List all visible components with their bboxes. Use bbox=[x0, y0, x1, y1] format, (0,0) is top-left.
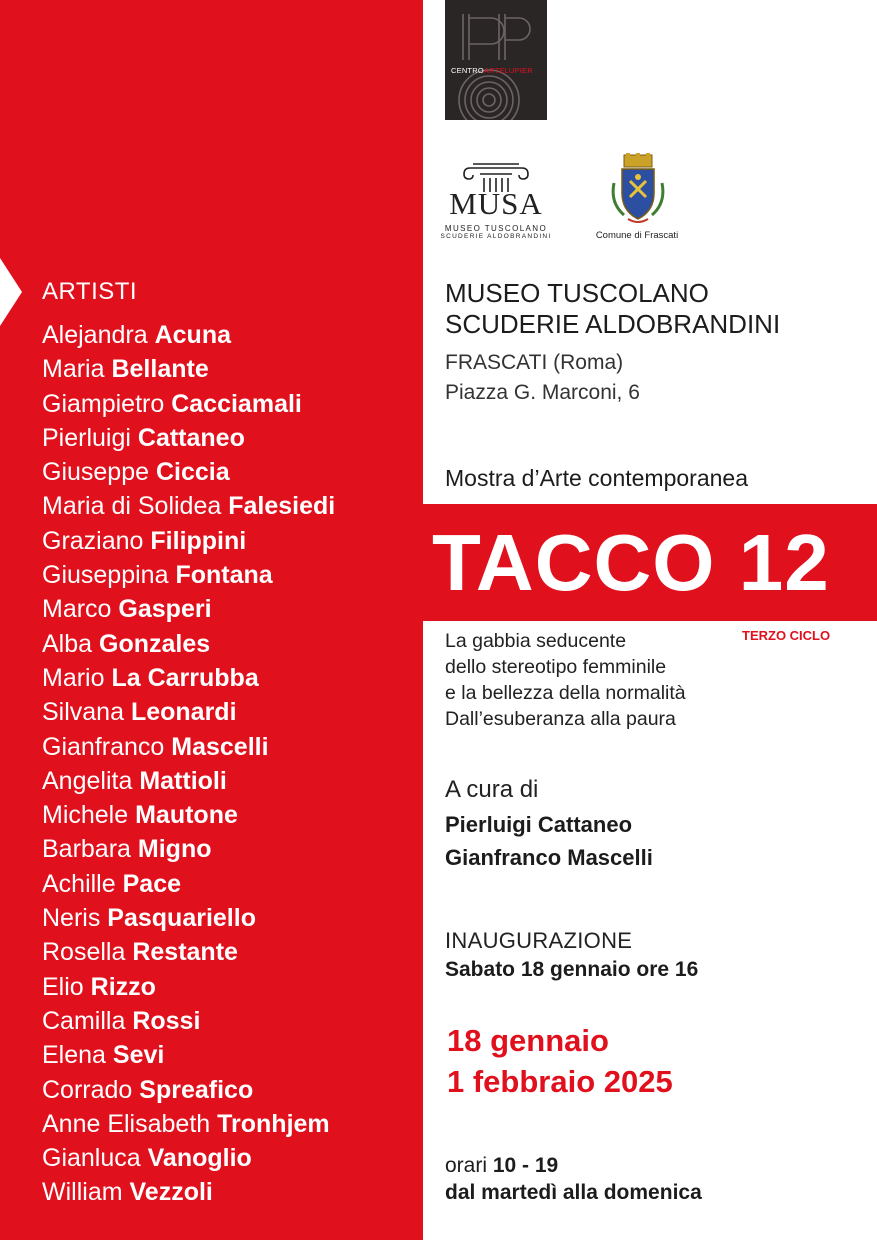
artist-item bbox=[42, 627, 335, 661]
artist-surname: Mautone bbox=[135, 801, 238, 830]
artist-item bbox=[42, 867, 335, 901]
artist-surname: Acuna bbox=[154, 321, 231, 349]
artist-first-name: Giuseppe bbox=[42, 458, 150, 487]
artist-first-name: Angelita bbox=[42, 766, 133, 795]
artist-item bbox=[42, 1073, 335, 1107]
exhibition-subtitle bbox=[445, 628, 686, 732]
artist-surname: Gasperi bbox=[118, 595, 212, 624]
exhibition-dates bbox=[447, 1020, 673, 1102]
artist-item bbox=[42, 387, 335, 421]
artist-surname: Vanoglio bbox=[147, 1144, 252, 1173]
artist-item bbox=[42, 1107, 335, 1141]
start-date: 18 gennaio bbox=[447, 1023, 609, 1058]
musa-logo bbox=[440, 158, 552, 248]
curator-names bbox=[445, 808, 653, 874]
subtitle-line: e la bellezza della normalità bbox=[445, 682, 686, 704]
artist-first-name: William bbox=[42, 1178, 123, 1207]
frascati-crest-icon bbox=[610, 153, 666, 225]
curator-name: Pierluigi Cattaneo bbox=[445, 812, 633, 837]
artist-first-name: Elio bbox=[42, 972, 84, 1001]
artist-first-name: Silvana bbox=[42, 698, 124, 727]
artist-item bbox=[42, 1141, 335, 1175]
artist-surname: Mascelli bbox=[171, 732, 269, 761]
artist-surname: Rizzo bbox=[90, 972, 156, 1001]
inauguration-date: Sabato 18 gennaio ore 16 bbox=[445, 958, 699, 981]
artist-first-name: Elena bbox=[42, 1041, 106, 1070]
artist-surname: Rossi bbox=[132, 1006, 201, 1035]
curator-heading: A cura di bbox=[445, 776, 539, 803]
artist-first-name: Anne Elisabeth bbox=[42, 1109, 211, 1138]
artist-item bbox=[42, 489, 335, 523]
artist-surname: Restante bbox=[132, 938, 238, 967]
artist-first-name: Camilla bbox=[42, 1006, 126, 1035]
artist-item bbox=[42, 661, 335, 695]
artist-surname: Sevi bbox=[112, 1041, 165, 1070]
artist-surname: Falesiedi bbox=[228, 492, 336, 521]
artist-surname: Vezzoli bbox=[129, 1178, 213, 1207]
artist-first-name: Alejandra bbox=[42, 321, 148, 349]
artists-heading: ARTISTI bbox=[42, 278, 138, 305]
exhibition-title: TACCO 12 bbox=[432, 518, 830, 607]
venue-address: Piazza G. Marconi, 6 bbox=[445, 381, 640, 404]
comune-frascati-label: Comune di Frascati bbox=[595, 230, 679, 241]
artist-first-name: Mario bbox=[42, 663, 105, 692]
subtitle-line: Dall’esuberanza alla paura bbox=[445, 708, 676, 730]
artist-first-name: Rosella bbox=[42, 938, 126, 967]
venue-name: MUSEO TUSCOLANO SCUDERIE ALDOBRANDINI bbox=[445, 278, 781, 339]
artist-surname: Migno bbox=[137, 835, 212, 864]
artist-item bbox=[42, 730, 335, 764]
artist-item bbox=[42, 592, 335, 626]
artist-item bbox=[42, 1004, 335, 1038]
musa-subtitle-1: MUSEO TUSCOLANO bbox=[444, 224, 548, 233]
artist-item bbox=[42, 764, 335, 798]
musa-subtitle-2: SCUDERIE ALDOBRANDINI bbox=[440, 233, 552, 240]
lupier-logo-text: CENTROARTELUPIER bbox=[451, 66, 533, 75]
artist-surname: Mattioli bbox=[139, 766, 227, 795]
artist-first-name: Gianfranco bbox=[42, 732, 165, 761]
subtitle-line: dello stereotipo femminile bbox=[445, 656, 667, 678]
artist-first-name: Pierluigi bbox=[42, 423, 131, 452]
artist-item bbox=[42, 695, 335, 729]
artist-first-name: Alba bbox=[42, 629, 93, 658]
artist-item bbox=[42, 798, 335, 832]
artist-surname: La Carrubba bbox=[111, 663, 259, 692]
centro-arte-lupier-logo bbox=[445, 0, 547, 120]
inauguration-heading: INAUGURAZIONE bbox=[445, 928, 633, 953]
artist-item bbox=[42, 832, 335, 866]
artist-first-name: Gianluca bbox=[42, 1144, 141, 1173]
opening-days: dal martedì alla domenica bbox=[445, 1181, 702, 1204]
artist-surname: Cattaneo bbox=[137, 423, 245, 452]
subtitle-line: La gabbia seducente bbox=[445, 630, 627, 652]
hours-value: 10 - 19 bbox=[492, 1154, 559, 1177]
artist-item bbox=[42, 970, 335, 1004]
artist-item bbox=[42, 558, 335, 592]
exhibition-type: Mostra d’Arte contemporanea bbox=[445, 465, 748, 491]
artist-item bbox=[42, 901, 335, 935]
artist-list bbox=[42, 318, 335, 1210]
artist-first-name: Maria bbox=[42, 355, 105, 384]
artist-first-name: Corrado bbox=[42, 1075, 133, 1104]
artist-item bbox=[42, 352, 335, 386]
artist-first-name: Giuseppina bbox=[42, 561, 169, 590]
artist-item bbox=[42, 421, 335, 455]
venue-city: FRASCATI (Roma) bbox=[445, 351, 624, 374]
artist-surname: Leonardi bbox=[130, 698, 237, 727]
hours-label: orari bbox=[445, 1154, 488, 1177]
artist-surname: Filippini bbox=[150, 526, 247, 555]
artist-first-name: Achille bbox=[42, 869, 116, 898]
musa-wordmark: MUSA bbox=[449, 186, 543, 221]
artist-surname: Tronhjem bbox=[217, 1109, 330, 1138]
artist-first-name: Maria di Solidea bbox=[42, 492, 222, 521]
artist-item bbox=[42, 524, 335, 558]
artist-first-name: Barbara bbox=[42, 835, 131, 864]
artist-first-name: Michele bbox=[42, 801, 129, 830]
artist-surname: Gonzales bbox=[99, 629, 211, 658]
artist-first-name: Graziano bbox=[42, 526, 144, 555]
artist-surname: Ciccia bbox=[155, 458, 230, 487]
opening-hours bbox=[445, 1154, 558, 1178]
cycle-label: TERZO CICLO bbox=[742, 628, 831, 643]
artist-item bbox=[42, 455, 335, 489]
artist-surname: Cacciamali bbox=[171, 389, 302, 418]
artist-surname: Spreafico bbox=[139, 1075, 254, 1104]
curator-name: Gianfranco Mascelli bbox=[445, 845, 653, 870]
end-date: 1 febbraio 2025 bbox=[447, 1064, 673, 1099]
artist-surname: Pasquariello bbox=[107, 904, 256, 933]
artist-surname: Bellante bbox=[111, 355, 209, 384]
artist-item bbox=[42, 318, 335, 352]
artist-first-name: Marco bbox=[42, 595, 112, 624]
panel-notch bbox=[0, 258, 22, 326]
artist-item bbox=[42, 1175, 335, 1209]
artist-surname: Fontana bbox=[175, 561, 273, 590]
artist-first-name: Giampietro bbox=[42, 389, 165, 418]
artist-item bbox=[42, 1038, 335, 1072]
lupier-spiral-icon bbox=[445, 0, 547, 120]
artist-first-name: Neris bbox=[42, 904, 101, 933]
artist-surname: Pace bbox=[122, 869, 181, 898]
artist-item bbox=[42, 935, 335, 969]
